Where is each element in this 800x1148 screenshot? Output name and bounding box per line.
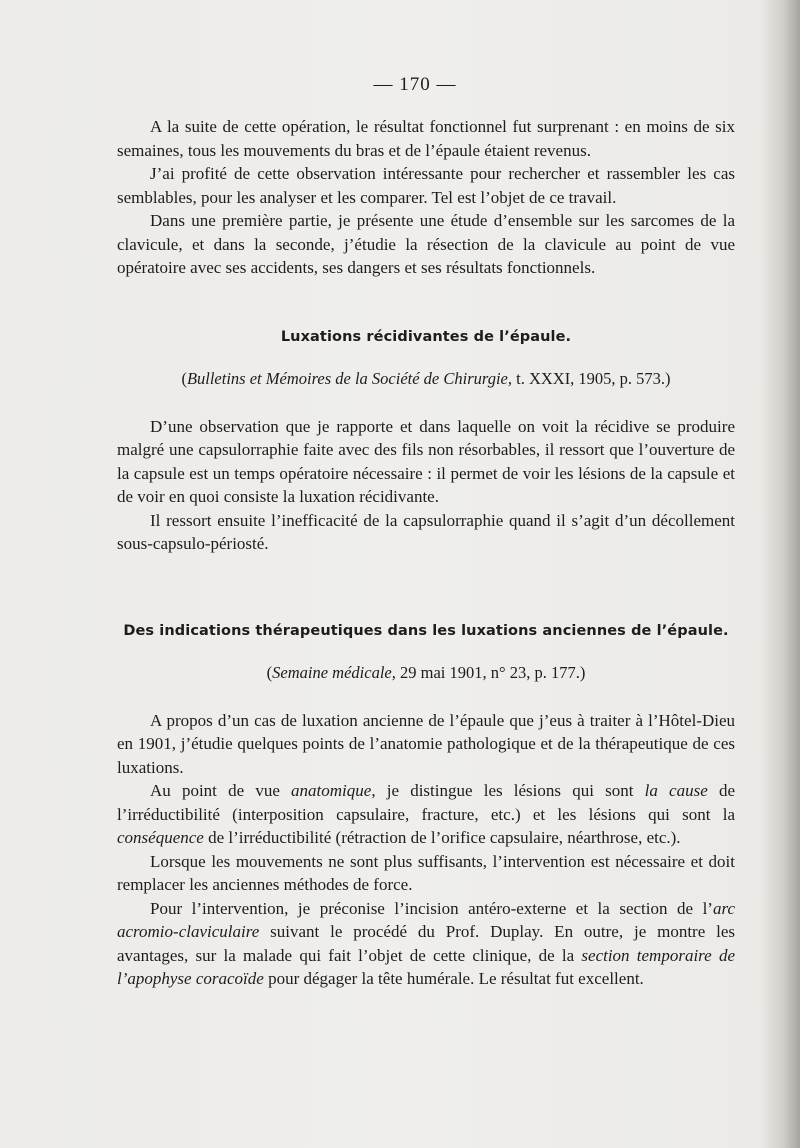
section-2-ref-details: 29 mai 1901, n° 23, p. 177.)	[395, 663, 586, 682]
p4-italic-section: section temporaire de l’apophyse coracoïde	[117, 945, 735, 988]
p4-text-a: Pour l’intervention, je préconise l’incision antéro-externe et la section de l’	[150, 898, 713, 918]
section-1-ref-open: (	[181, 369, 187, 388]
section-2-ref-journal: Semaine médicale,	[272, 663, 396, 682]
intro-paragraph-3: Dans une première partie, je présente une étude d’ensemble sur les sarcomes de la clavicule, et dans la seconde, j’étudie la résection de la clavicule au point de vue opératoire avec ses accidents, ses dangers et ses résultats fonctionnels.	[117, 211, 735, 277]
page-edge-shadow	[760, 0, 800, 1148]
p2-text-e: de l’irréductibilité (interposition capsulaire, fracture, etc.) et les lésions qui sont la	[117, 781, 735, 824]
page-number: — 170 —	[373, 74, 457, 95]
intro-paragraph-2: J’ai profité de cette observation intéressante pour rechercher et rassembler les cas semblables, pour les analyser et les comparer. Tel est l’objet de ce travail.	[117, 164, 735, 207]
section-1-ref-details: t. XXXI, 1905, p. 573.)	[511, 369, 671, 388]
p2-italic-consequence: conséquence	[117, 828, 204, 847]
section-1-title: Luxations récidivantes de l’épaule.	[280, 328, 572, 345]
section-2-paragraph-2	[117, 779, 735, 850]
p4-italic-arc: arc acromio-claviculaire	[117, 898, 735, 941]
section-1-paragraph-1: D’une observation que je rapporte et dans laquelle on voit la récidive se produire malgré une capsulorraphie faite avec des fils non résorbables, il ressort que l’ouverture de la capsule est un temps opératoire nécessaire : il permet de voir les lésions de la capsule et de voir en quoi consiste la luxation récidivante.	[117, 416, 735, 506]
p2-text-g: de l’irréductibilité (rétraction de l’orifice capsulaire, néarthrose, etc.).	[203, 828, 681, 847]
section-2-title: Des indications thérapeutiques dans les luxations anciennes de l’épaule.	[123, 622, 729, 639]
section-1-paragraph-2: Il ressort ensuite l’inefficacité de la capsulorraphie quand il s’agit d’un décollement sous-capsulo-périosté.	[117, 510, 735, 553]
page-body	[117, 115, 735, 991]
section-1-ref-journal: Bulletins et Mémoires de la Société de Chirurgie,	[186, 369, 512, 388]
section-2-ref-open: (	[266, 663, 273, 682]
section-2-paragraph-4	[117, 897, 735, 991]
intro-paragraph-1: A la suite de cette opération, le résultat fonctionnel fut surprenant : en moins de six semaines, tous les mouvements du bras et de l’épaule étaient revenus.	[117, 117, 735, 160]
p2-italic-anatomique: anatomique	[291, 781, 372, 800]
p2-text-c: , je distingue les lésions qui sont	[371, 781, 645, 800]
section-2-paragraph-1: A propos d’un cas de luxation ancienne de l’épaule que j’eus à traiter à l’Hôtel-Dieu en 1901, j’étudie quelques points de l’anatomie pathologique et de la thérapeutique de ces luxations.	[117, 710, 735, 777]
p4-text-c: suivant le procédé du Prof. Duplay. En outre, je montre les avantages, sur la malade qui fait l’objet de cette clinique, de la	[117, 922, 735, 965]
section-1-reference	[117, 367, 735, 391]
section-2-paragraph-3: Lorsque les mouvements ne sont plus suffisants, l’intervention est nécessaire et doit remplacer les anciennes méthodes de force.	[117, 851, 735, 894]
p2-italic-la-cause: la cause	[644, 781, 708, 800]
section-2-reference	[117, 661, 735, 685]
p2-text-a: Au point de vue	[150, 781, 292, 800]
p4-text-e: pour dégager la tête humérale. Le résultat fut excellent.	[263, 969, 644, 988]
